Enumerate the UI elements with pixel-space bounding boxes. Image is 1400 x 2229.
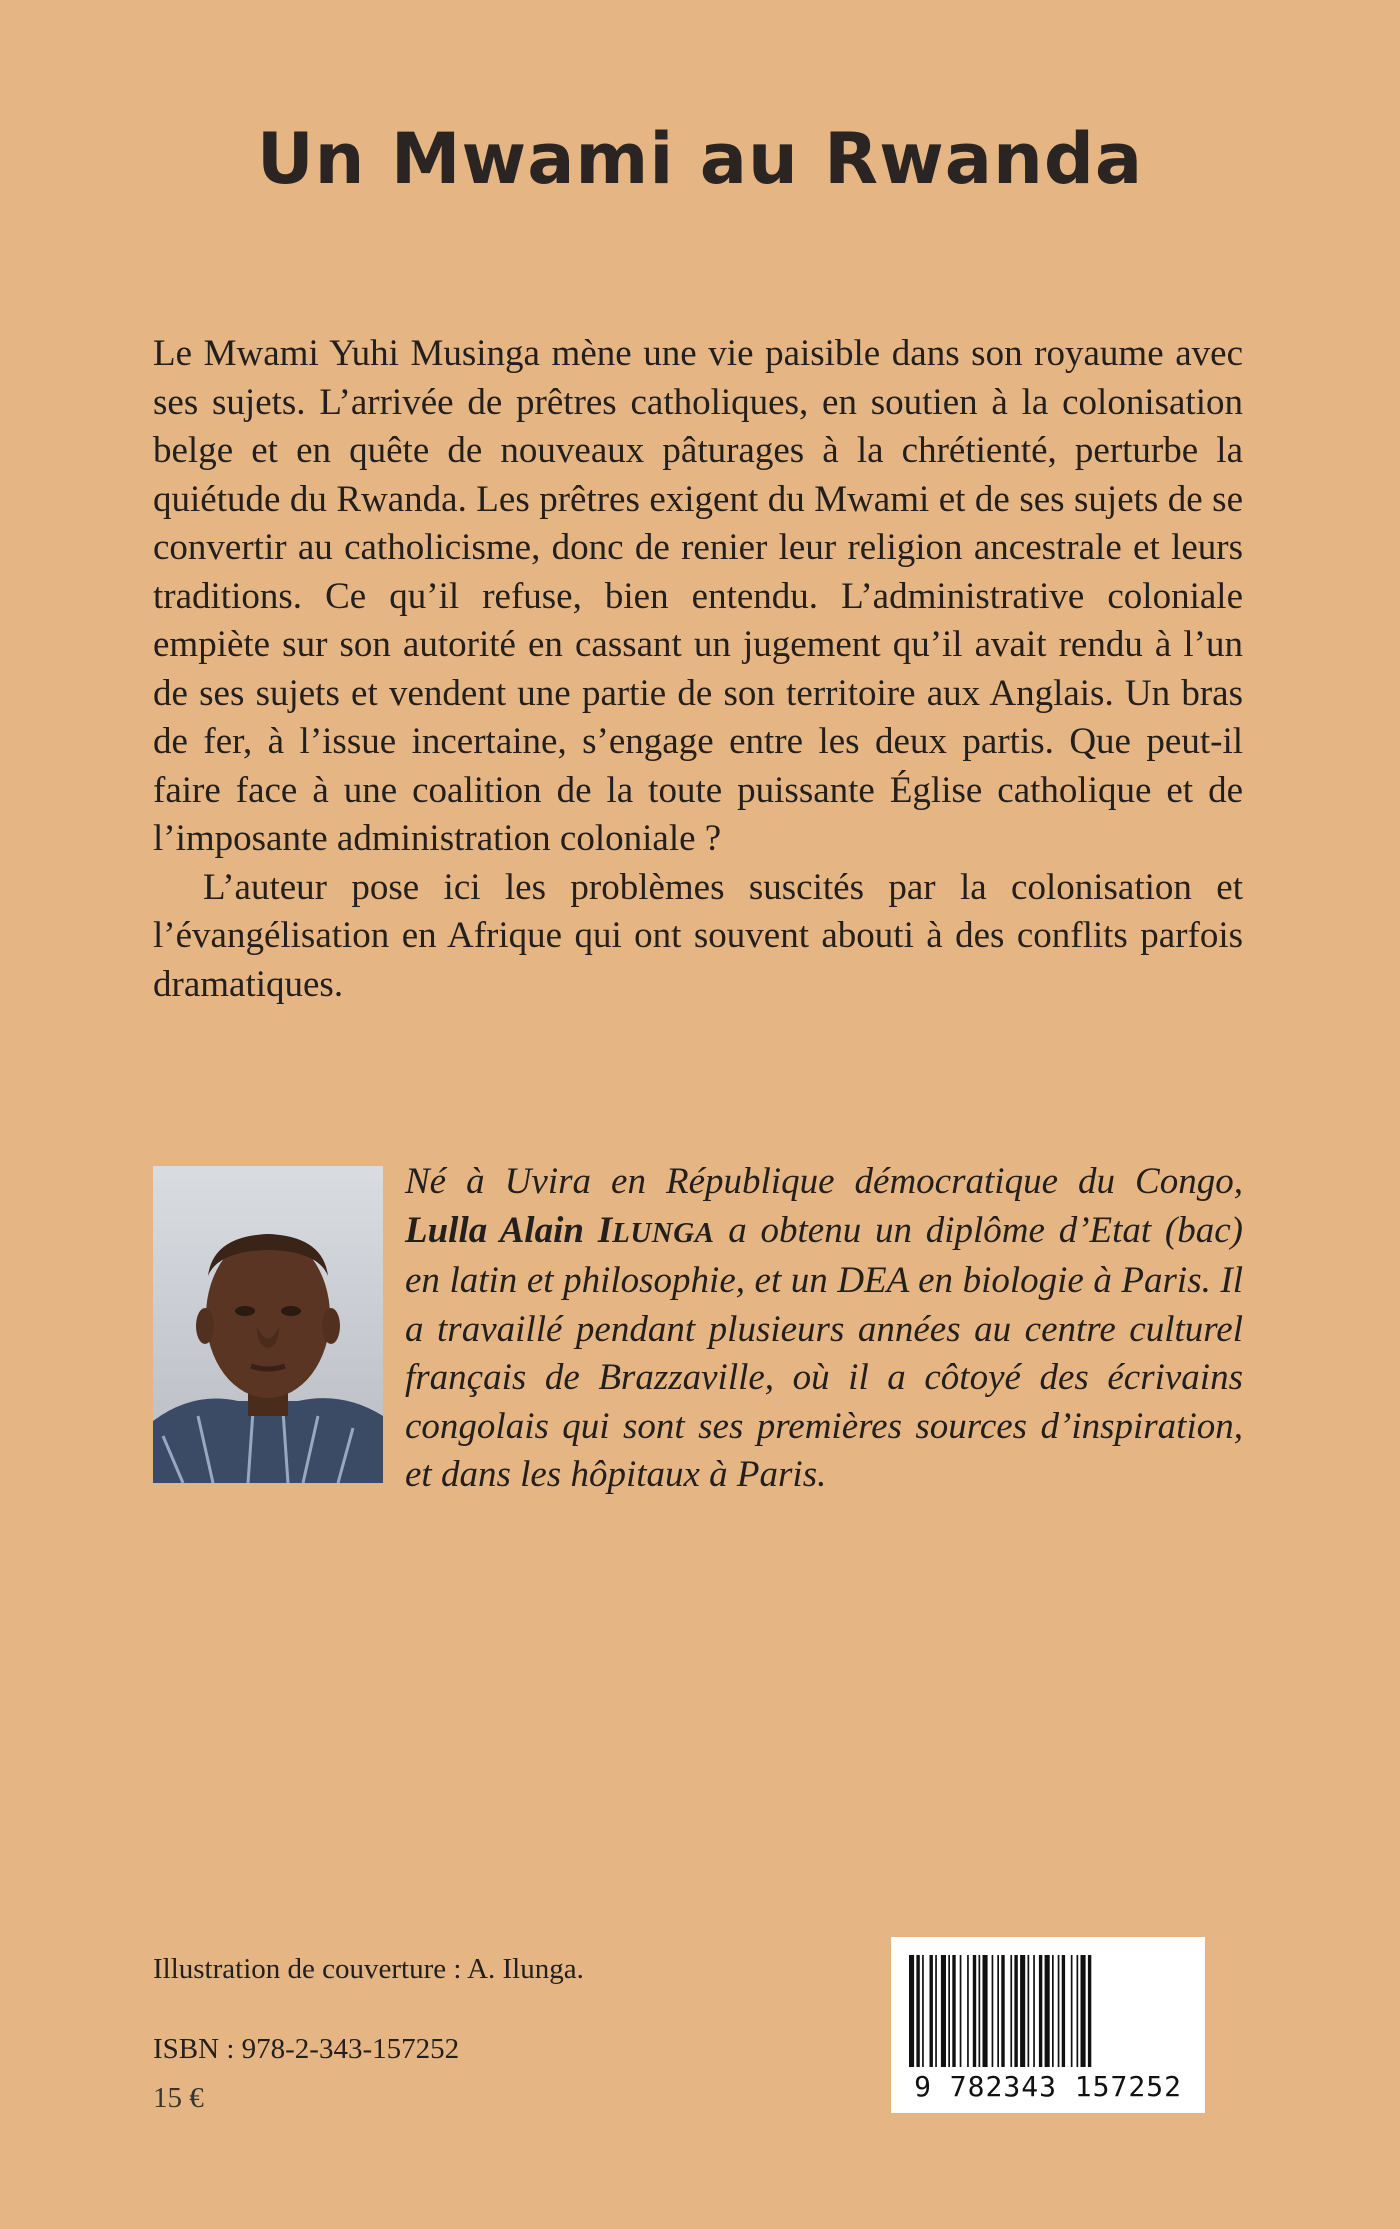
author-portrait-image (153, 1166, 383, 1483)
isbn: ISBN : 978-2-343-157252 (153, 2033, 460, 2065)
barcode-bar (1020, 1955, 1025, 2067)
barcode-bar (1028, 1955, 1030, 2067)
price: 15 € (153, 2082, 204, 2114)
barcode (891, 1937, 1205, 2113)
barcode-bar (983, 1955, 988, 2067)
barcode-bar (1071, 1955, 1073, 2067)
bio-rest: a obtenu un diplôme d’Etat (bac) en latin et philosophie, et un DEA en biologie à Paris. Il a travaillé pendant plusieurs années au centre culturel français de Brazzaville, où il a côtoyé des écrivains congolais qui sont ses premières sources d’inspiration, et dans les hôpitaux à Paris. (405, 1209, 1243, 1495)
barcode-bar (916, 1955, 919, 2067)
barcode-bar (935, 1955, 937, 2067)
barcode-bar (1010, 1955, 1012, 2067)
author-name-first: Lulla Alain I (405, 1209, 613, 1251)
barcode-bar (922, 1955, 924, 2067)
barcode-bar (1077, 1955, 1079, 2067)
barcode-digits: 9 782343 157252 (914, 2070, 1182, 2103)
blurb-paragraph: Le Mwami Yuhi Musinga mène une vie paisible dans son royaume avec ses sujets. L’arrivée de prêtres catholiques, en soutien à la colonisation belge et en quête de nouveaux pâturages à la chrétienté, perturbe la quiétude du Rwanda. Les prêtres exigent du Mwami et de ses sujets de se convertir au catholicisme, donc de renier leur religion ancestrale et leurs traditions. Ce qu’il refuse, bien entendu. L’administrative coloniale empiète sur son autorité en cassant un jugement qu’il avait rendu à l’un de ses sujets et vendent une partie de son territoire aux Anglais. Un bras de fer, à l’issue incertaine, s’engage entre les deux partis. Que peut-il faire face à une coalition de la toute puissante Église catholique et de l’imposante administration coloniale ? (153, 333, 1243, 859)
barcode-bar (930, 1955, 933, 2067)
author-name-smallcaps: LUNGA (612, 1216, 715, 1249)
barcode-bar (1088, 1955, 1091, 2067)
author-bio (405, 1158, 1243, 1500)
barcode-bar (960, 1955, 962, 2067)
barcode-bar (973, 1955, 976, 2067)
barcode-bar (979, 1955, 981, 2067)
barcode-bar (1014, 1955, 1017, 2067)
barcode-bar (1033, 1955, 1035, 2067)
cover-illustration-credit: Illustration de couverture : A. Ilunga. (153, 1953, 584, 1985)
blurb-paragraph: L’auteur pose ici les problèmes suscités par la colonisation et l’évangélisation en Afrique qui ont souvent abouti à des conflits parfois dramatiques. (153, 866, 1243, 1005)
barcode-bar (1058, 1955, 1060, 2067)
barcode-bar (1081, 1955, 1086, 2067)
barcode-bar (1052, 1955, 1054, 2067)
barcode-bar (1039, 1955, 1042, 2067)
barcode-bar (997, 1955, 999, 2067)
author-photo (153, 1166, 383, 1483)
book-blurb (153, 330, 1243, 1009)
barcode-bar (1062, 1955, 1065, 2067)
barcode-bar (992, 1955, 994, 2067)
author-name (405, 1210, 715, 1251)
barcode-bar (1045, 1955, 1050, 2067)
book-title: Un Mwami au Rwanda (256, 118, 1144, 200)
barcode-bar (952, 1955, 955, 2067)
barcode-bar (941, 1955, 946, 2067)
barcode-bar (1001, 1955, 1004, 2067)
barcode-bar (967, 1955, 969, 2067)
bio-intro: Né à Uvira en République démocratique du Congo, (405, 1161, 1243, 1202)
barcode-bar (948, 1955, 950, 2067)
barcode-bar (909, 1955, 914, 2067)
